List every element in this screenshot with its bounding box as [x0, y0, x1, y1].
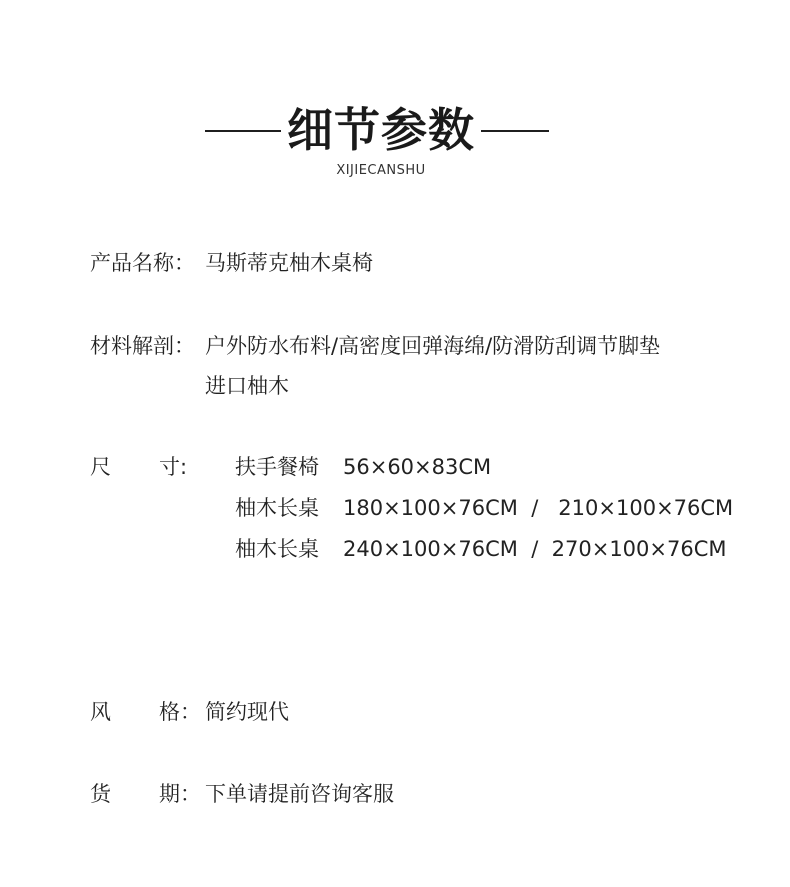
- material-value-line1: 户外防水布料/高密度回弹海绵/防滑防刮调节脚垫: [205, 334, 661, 358]
- style-label-char2: 格：: [159, 700, 201, 724]
- style-label-char1: 风: [90, 700, 111, 724]
- delivery-label-char2: 期：: [159, 782, 201, 806]
- size-item-name: 柚木长桌: [235, 537, 319, 561]
- delivery-label-char1: 货: [90, 782, 111, 806]
- size-item-value: 180×100×76CM / 210×100×76CM: [343, 496, 734, 520]
- size-row-3: [0, 534, 790, 564]
- size-item-value: 240×100×76CM / 270×100×76CM: [343, 537, 727, 561]
- size-row-2: [0, 493, 790, 523]
- section-subtitle: XIJIECANSHU: [336, 163, 426, 178]
- style-value: 简约现代: [205, 700, 289, 724]
- section-title: 细节参数: [287, 103, 475, 157]
- material-row: [0, 331, 790, 361]
- material-label: 材料解剖：: [90, 334, 195, 358]
- title-divider-right: [481, 130, 549, 132]
- title-divider-left: [205, 130, 281, 132]
- product-name-row: [0, 248, 790, 278]
- size-item-value: 56×60×83CM: [343, 455, 492, 479]
- delivery-row: [0, 779, 790, 809]
- section-header: [0, 100, 790, 190]
- material-row-2: [0, 371, 790, 401]
- size-row-1: [0, 452, 790, 482]
- product-name-value: 马斯蒂克柚木桌椅: [205, 251, 373, 275]
- size-item-name: 柚木长桌: [235, 496, 319, 520]
- product-name-label: 产品名称：: [90, 251, 195, 275]
- material-value-line2: 进口柚木: [205, 374, 289, 398]
- size-item-name: 扶手餐椅: [235, 455, 319, 479]
- size-label-char1: 尺: [90, 455, 111, 479]
- size-label-char2: 寸:: [159, 455, 188, 479]
- style-row: [0, 697, 790, 727]
- delivery-value: 下单请提前咨询客服: [205, 782, 394, 806]
